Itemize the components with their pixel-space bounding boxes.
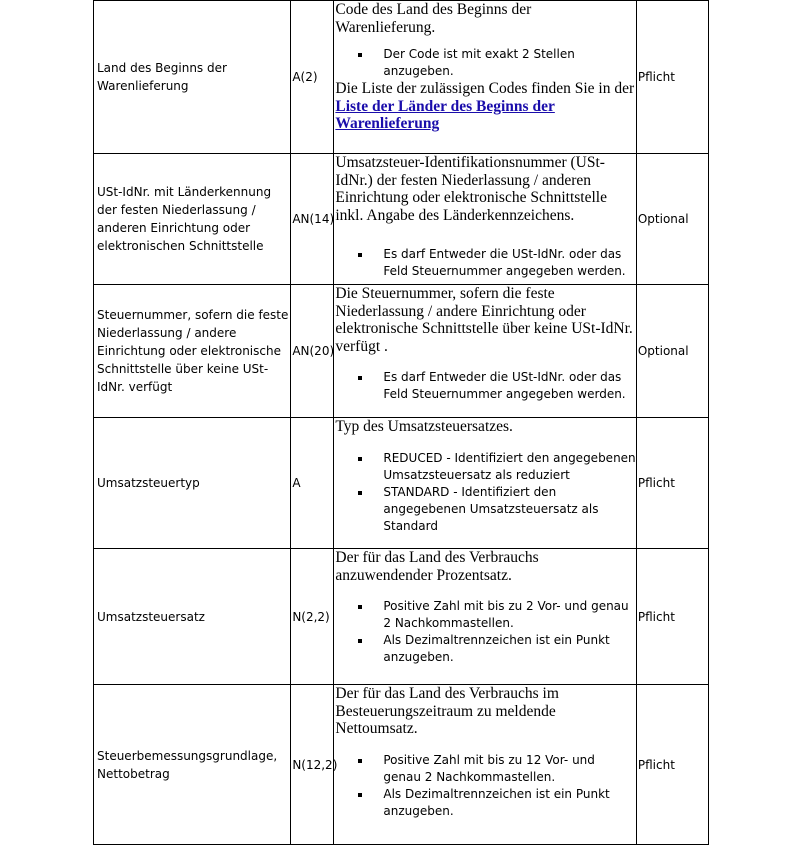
bullet-list xyxy=(334,450,635,535)
bullet-text: Als Dezimaltrennzeichen ist ein Punkt anzugeben. xyxy=(383,633,610,664)
list-item xyxy=(358,632,635,666)
list-item xyxy=(358,369,635,403)
description-text: Umsatzsteuer-Identifikationsnummer (USt-IdNr.) der festen Niederlassung / anderen Einrichtung oder elektronische Schnittstelle inkl. Angabe des Länderkennzeichens. xyxy=(335,154,607,224)
requirement: Pflicht xyxy=(636,1,708,154)
field-type: N(12,2) xyxy=(291,685,334,845)
field-description xyxy=(334,685,636,845)
table-row xyxy=(94,154,709,285)
bullet-text: REDUCED - Identifiziert den angegebenen Umsatzsteuersatz als reduziert xyxy=(383,450,636,482)
description-text: Typ des Umsatzsteuersatzes. xyxy=(335,418,513,435)
bullet-text: Es darf Entweder die USt-IdNr. oder das Feld Steuernummer angegeben werden. xyxy=(383,370,626,401)
field-description xyxy=(334,418,636,549)
list-item xyxy=(358,752,635,786)
square-bullet-icon xyxy=(358,605,362,609)
description-text: Code des Land des Beginns der Warenlieferung. xyxy=(335,1,532,36)
table-row xyxy=(94,685,709,845)
field-description xyxy=(334,154,636,285)
requirement: Pflicht xyxy=(636,418,708,549)
field-name: Steuernummer, sofern die feste Niederlassung / andere Einrichtung oder elektronische Schnittstelle über keine USt-IdNr. verfügt xyxy=(94,285,291,418)
bullet-list xyxy=(334,752,635,820)
bullet-text: Es darf Entweder die USt-IdNr. oder das Feld Steuernummer angegeben werden. xyxy=(383,247,626,278)
bullet-list xyxy=(334,598,635,666)
requirement: Optional xyxy=(636,154,708,285)
table-row xyxy=(94,418,709,549)
list-item xyxy=(358,246,635,280)
field-description xyxy=(334,1,636,154)
bullet-text: Positive Zahl mit bis zu 12 Vor- und genau 2 Nachkommastellen. xyxy=(383,752,595,784)
codes-note xyxy=(334,80,635,133)
square-bullet-icon xyxy=(358,491,362,495)
list-item xyxy=(358,598,635,632)
field-description xyxy=(334,549,636,685)
square-bullet-icon xyxy=(358,376,362,380)
description-text: Der für das Land des Verbrauchs im Besteuerungszeitraum zu meldende Nettoumsatz. xyxy=(335,685,559,737)
field-name: Steuerbemessungsgrundlage, Nettobetrag xyxy=(94,685,291,845)
list-item xyxy=(358,484,635,535)
list-item xyxy=(358,786,635,820)
field-type: A(2) xyxy=(291,1,334,154)
bullet-text: Der Code ist mit exakt 2 Stellen anzugeben. xyxy=(383,47,575,78)
square-bullet-icon xyxy=(358,639,362,643)
table-row xyxy=(94,1,709,154)
square-bullet-icon xyxy=(358,759,362,763)
requirement: Pflicht xyxy=(636,549,708,685)
country-list-link[interactable]: Liste der Länder des Beginns der Warenlieferung xyxy=(335,97,555,132)
field-type: N(2,2) xyxy=(291,549,334,685)
requirement: Optional xyxy=(636,285,708,418)
square-bullet-icon xyxy=(358,253,362,257)
field-description xyxy=(334,285,636,418)
field-type: AN(14) xyxy=(291,154,334,285)
field-name: Land des Beginns der Warenlieferung xyxy=(94,1,291,154)
field-name: Umsatzsteuersatz xyxy=(94,549,291,685)
requirement: Pflicht xyxy=(636,685,708,845)
field-type: AN(20) xyxy=(291,285,334,418)
bullet-text: Positive Zahl mit bis zu 2 Vor- und genau 2 Nachkommastellen. xyxy=(383,599,629,630)
description-text: Die Steuernummer, sofern die feste Niederlassung / andere Einrichtung oder elektronische Schnittstelle über keine USt-IdNr. verfügt . xyxy=(335,285,633,355)
list-item xyxy=(358,450,635,484)
table-row xyxy=(94,549,709,685)
field-type: A xyxy=(291,418,334,549)
field-name: Umsatzsteuertyp xyxy=(94,418,291,549)
field-spec-table xyxy=(93,0,709,845)
square-bullet-icon xyxy=(358,53,362,57)
square-bullet-icon xyxy=(358,793,362,797)
field-name: USt-IdNr. mit Länderkennung der festen Niederlassung / anderen Einrichtung oder elektronischen Schnittstelle xyxy=(94,154,291,285)
bullet-text: STANDARD - Identifiziert den angegebenen Umsatzsteuersatz als Standard xyxy=(383,484,599,533)
bullet-list xyxy=(334,246,635,280)
description-text: Der für das Land des Verbrauchs anzuwendender Prozentsatz. xyxy=(335,549,539,584)
square-bullet-icon xyxy=(358,457,362,461)
bullet-list xyxy=(334,46,635,80)
bullet-list xyxy=(334,369,635,403)
bullet-text: Als Dezimaltrennzeichen ist ein Punkt anzugeben. xyxy=(383,786,610,818)
table-row xyxy=(94,285,709,418)
list-item xyxy=(358,46,635,80)
codes-note-text: Die Liste der zulässigen Codes finden Sie in der xyxy=(335,80,635,97)
